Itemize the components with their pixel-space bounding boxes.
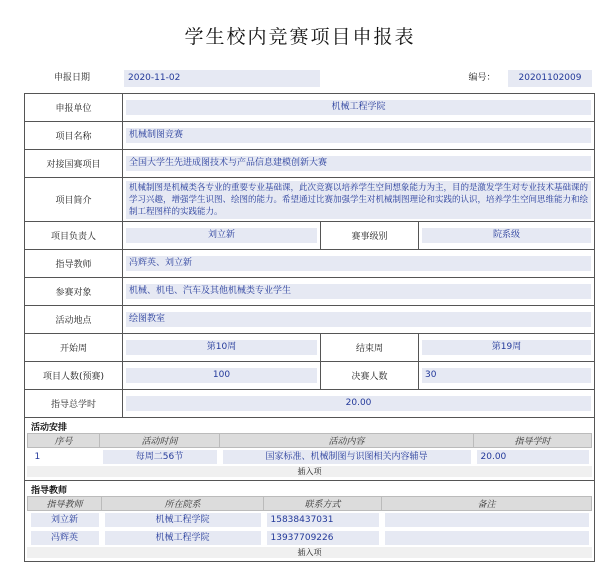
national-field[interactable]: 全国大学生先进成图技术与产品信息建模创新大赛 bbox=[126, 156, 591, 171]
name-field[interactable]: 机械制图竞赛 bbox=[126, 128, 591, 143]
row-target bbox=[25, 278, 595, 306]
teachers-insert-button[interactable]: 插入项 bbox=[27, 547, 592, 558]
row-hours bbox=[25, 390, 595, 418]
activities-col-content: 活动内容 bbox=[220, 434, 474, 448]
activity-no: 1 bbox=[34, 452, 41, 462]
row-counts bbox=[25, 362, 595, 390]
row-unit bbox=[25, 94, 595, 122]
final-label: 决赛人数 bbox=[321, 362, 419, 390]
count-field[interactable]: 100 bbox=[126, 368, 317, 383]
unit-label: 申报单位 bbox=[25, 94, 123, 122]
teacher-dept-field[interactable]: 机械工程学院 bbox=[105, 531, 261, 545]
row-weeks bbox=[25, 334, 595, 362]
activity-content-field[interactable]: 国家标准、机械制图与识图相关内容辅导 bbox=[223, 450, 471, 464]
row-name bbox=[25, 122, 595, 150]
teachers-title: 指导教师 bbox=[31, 486, 68, 496]
teachers-col-dept: 所在院系 bbox=[102, 497, 264, 511]
activities-title: 活动安排 bbox=[31, 423, 68, 433]
count-label: 项目人数(预赛) bbox=[25, 362, 123, 390]
table-row bbox=[28, 529, 592, 547]
number-label: 编号： bbox=[468, 73, 496, 83]
row-national bbox=[25, 150, 595, 178]
date-label: 申报日期 bbox=[53, 73, 90, 83]
end-field[interactable]: 第19周 bbox=[422, 340, 591, 355]
row-teachers bbox=[25, 481, 595, 562]
hours-field[interactable]: 20.00 bbox=[126, 396, 591, 411]
teachers-col-note: 备注 bbox=[382, 497, 592, 511]
activity-hours-field[interactable]: 20.00 bbox=[477, 450, 589, 464]
activities-table bbox=[27, 433, 592, 466]
teachers-table bbox=[27, 496, 592, 547]
table-row bbox=[28, 448, 592, 467]
location-label: 活动地点 bbox=[25, 306, 123, 334]
hours-label: 指导总学时 bbox=[25, 390, 123, 418]
level-label: 赛事级别 bbox=[321, 222, 419, 250]
form-header-row bbox=[24, 70, 592, 87]
teacher-note-field[interactable] bbox=[385, 531, 589, 545]
unit-field[interactable]: 机械工程学院 bbox=[126, 100, 591, 115]
national-label: 对接国赛项目 bbox=[25, 150, 123, 178]
leader-field[interactable]: 刘立新 bbox=[126, 228, 317, 243]
date-field[interactable]: 2020-11-02 bbox=[124, 70, 320, 87]
activities-insert-button[interactable]: 插入项 bbox=[27, 466, 592, 477]
start-label: 开始周 bbox=[25, 334, 123, 362]
level-field[interactable]: 院系级 bbox=[422, 228, 591, 243]
target-label: 参赛对象 bbox=[25, 278, 123, 306]
location-field[interactable]: 绘图教室 bbox=[126, 312, 591, 327]
activities-col-hours: 指导学时 bbox=[474, 434, 592, 448]
intro-field[interactable]: 机械制图是机械类各专业的重要专业基础课，此次竞赛以培养学生空间想象能力为主，目的是激发学生对专业技术基础课的学习兴趣，增强学生识图、绘图的能力。希望通过比赛加强学生对机械制图理论和实践的认识，培养学生空间思维能力和绘制工程图样的实践能力。 bbox=[126, 181, 591, 219]
advisor-field[interactable]: 冯辉英、刘立新 bbox=[126, 256, 591, 271]
activities-col-no: 序号 bbox=[28, 434, 100, 448]
activities-col-time: 活动时间 bbox=[100, 434, 220, 448]
teachers-col-phone: 联系方式 bbox=[264, 497, 382, 511]
row-activities bbox=[25, 418, 595, 481]
teacher-note-field[interactable] bbox=[385, 513, 589, 527]
teacher-name-field[interactable]: 刘立新 bbox=[31, 513, 99, 527]
teacher-dept-field[interactable]: 机械工程学院 bbox=[105, 513, 261, 527]
name-label: 项目名称 bbox=[25, 122, 123, 150]
teachers-col-name: 指导教师 bbox=[28, 497, 102, 511]
start-field[interactable]: 第10周 bbox=[126, 340, 317, 355]
teacher-name-field[interactable]: 冯辉英 bbox=[31, 531, 99, 545]
table-row bbox=[28, 511, 592, 530]
teacher-phone-field[interactable]: 15838437031 bbox=[267, 513, 379, 527]
row-intro bbox=[25, 178, 595, 222]
leader-label: 项目负责人 bbox=[25, 222, 123, 250]
target-field[interactable]: 机械、机电、汽车及其他机械类专业学生 bbox=[126, 284, 591, 299]
advisor-label: 指导教师 bbox=[25, 250, 123, 278]
page-title: 学生校内竞赛项目申报表 bbox=[184, 26, 416, 48]
row-leader bbox=[25, 222, 595, 250]
application-form bbox=[24, 93, 595, 562]
number-field[interactable]: 20201102009 bbox=[508, 70, 592, 87]
final-field[interactable]: 30 bbox=[422, 368, 591, 383]
row-advisor bbox=[25, 250, 595, 278]
end-label: 结束周 bbox=[321, 334, 419, 362]
activity-time-field[interactable]: 每周二56节 bbox=[103, 450, 217, 464]
teacher-phone-field[interactable]: 13937709226 bbox=[267, 531, 379, 545]
row-location bbox=[25, 306, 595, 334]
intro-label: 项目简介 bbox=[25, 178, 123, 222]
